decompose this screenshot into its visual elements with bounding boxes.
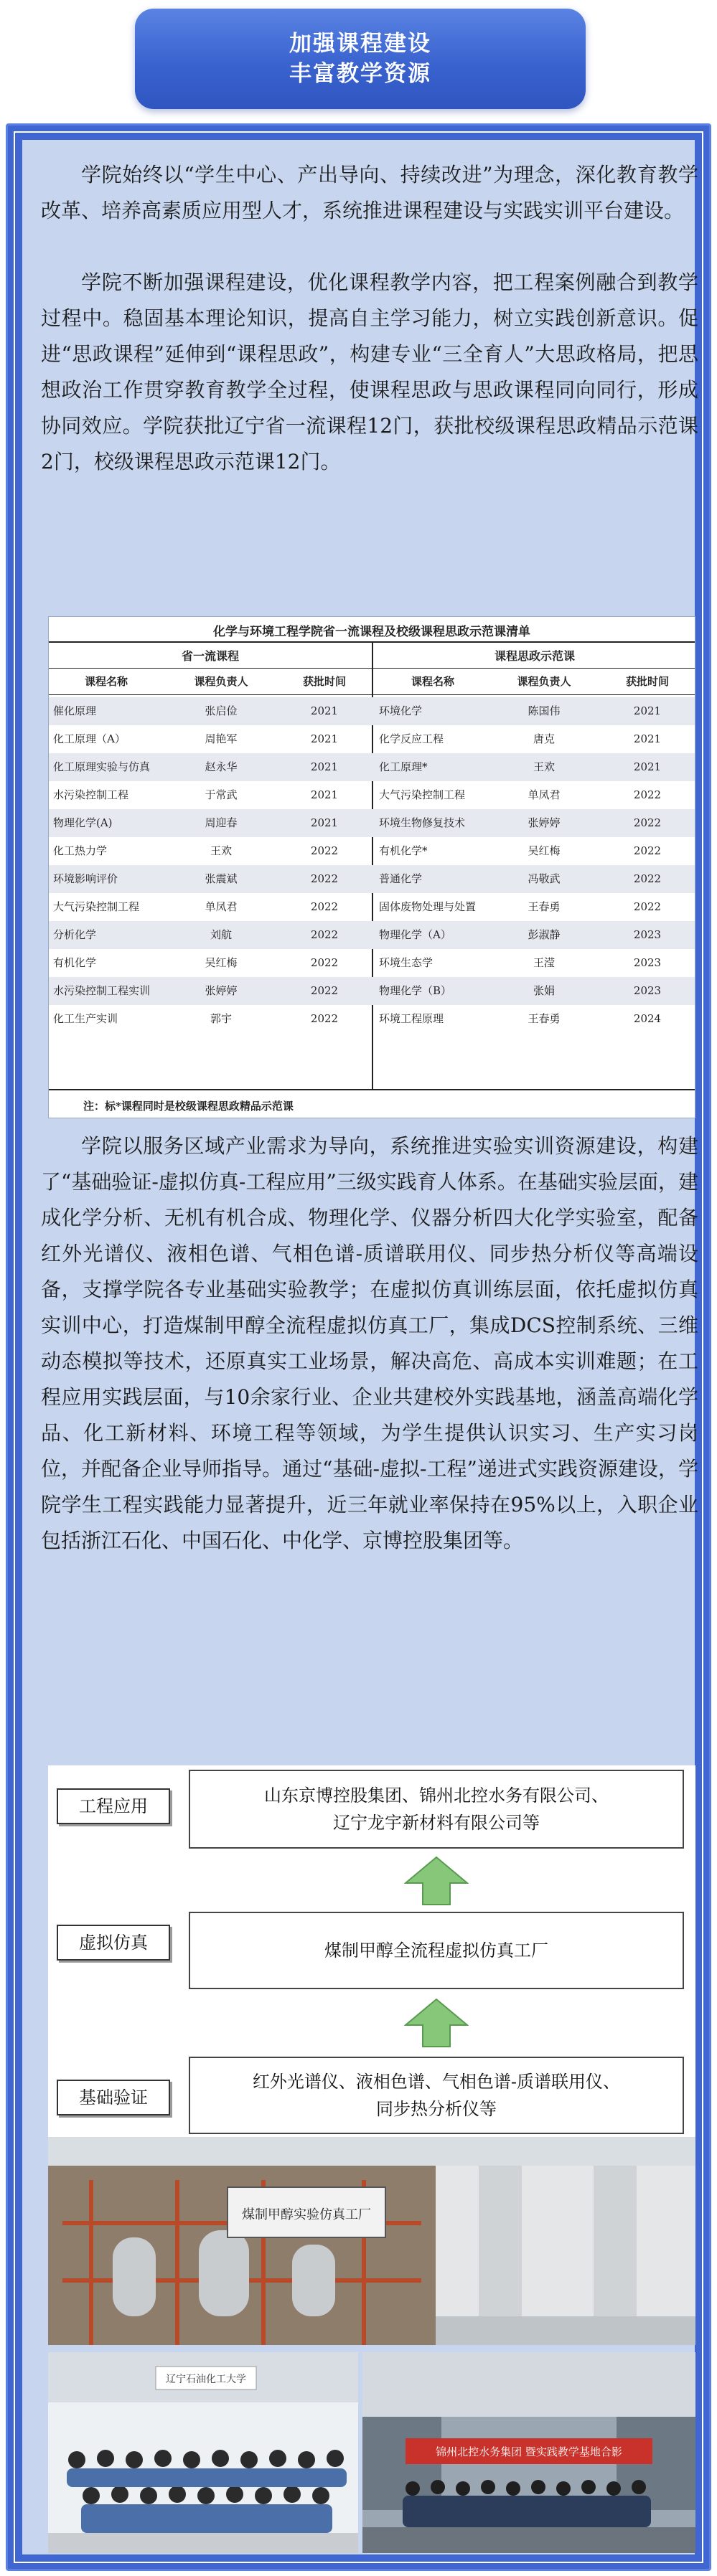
table-row [49, 977, 695, 1005]
left-col-owner-header: 课程负责人 [194, 675, 248, 688]
header-title-line2: 丰富教学资源 [289, 61, 431, 87]
level-label-basic: 基础验证 [57, 2080, 170, 2115]
level-label-engineering: 工程应用 [57, 1788, 170, 1824]
left-course-name: 分析化学 [53, 928, 97, 941]
left-section-header: 省一流课程 [181, 649, 239, 663]
up-arrow-icon [404, 1856, 469, 1906]
table-note: 注：标*课程同时是校级课程思政精品示范课 [83, 1100, 294, 1113]
left-course-name: 催化原理 [53, 704, 97, 717]
level-box-engineering [189, 1770, 684, 1849]
left-course-owner: 吴红梅 [205, 956, 238, 969]
right-course-name: 物理化学（B） [379, 984, 452, 997]
table-row [49, 725, 695, 753]
engineering-text-1: 山东京博控股集团、锦州北控水务有限公司、 [264, 1785, 609, 1806]
table-row [49, 837, 695, 865]
left-course-year: 2021 [310, 816, 339, 829]
level-box-basic [189, 2057, 684, 2134]
course-table [48, 616, 695, 1118]
practice-paragraph: 学院以服务区域产业需求为导向，系统推进实验实训资源建设，构建了“基础验证-虚拟仿真-工程应用”三级实践育人体系。在基础实验层面，建成化学分析、无机有机合成、物理化学、仪器分析四大化学实验室，配备红外光谱仪、液相色谱、气相色谱-质谱联用仪、同步热分析仪等高端设备，支撑学院各专业基础实验教学；在虚拟仿真训练层面，依托虚拟仿真实训中心，打造煤制甲醇全流程虚拟仿真工厂，集成DCS控制系统、三维动态模拟等技术，还原真实工业场景，解决高危、高成本实训难题；在工程应用实践层面，与10余家行业、企业共建校外实践基地，涵盖高端化学品、化工新材料、环境工程等领域，为学生提供认识实习、生产实习岗位，并配备企业导师指导。通过“基础-虚拟-工程”递进式实践资源建设，学院学生工程实践能力显著提升，近三年就业率保持在95%以上，入职企业包括浙江石化、中国石化、中化学、京博控股集团等。 [41, 1134, 698, 1552]
right-course-owner: 王春勇 [528, 1012, 561, 1025]
right-course-year: 2022 [633, 900, 662, 913]
right-section-header: 课程思政示范课 [494, 649, 575, 663]
students-banner-text: 辽宁石油化工大学 [166, 2374, 246, 2385]
left-course-year: 2022 [310, 1012, 339, 1025]
table-row [49, 949, 695, 977]
right-col-owner-header: 课程负责人 [517, 675, 571, 688]
left-course-name: 环境影响评价 [53, 872, 118, 885]
left-course-owner: 单凤君 [205, 900, 238, 913]
left-course-owner: 张婷婷 [205, 984, 238, 997]
right-course-name: 环境生物修复技术 [379, 816, 466, 829]
left-course-owner: 于常武 [205, 788, 238, 801]
simulation-factory-photo [48, 2137, 695, 2345]
left-course-name: 水污染控制工程 [53, 788, 129, 801]
left-course-name: 有机化学 [53, 956, 97, 969]
engineering-text-2: 辽宁龙宇新材料有限公司等 [333, 1813, 540, 1833]
content-frame [6, 123, 711, 2571]
right-course-owner: 单凤君 [528, 788, 561, 801]
right-course-year: 2022 [633, 872, 662, 885]
right-course-name: 固体废物处理与处置 [379, 900, 477, 913]
right-course-year: 2023 [633, 956, 662, 969]
right-course-year: 2023 [633, 928, 662, 941]
left-course-year: 2022 [310, 928, 339, 941]
right-course-year: 2023 [633, 984, 662, 997]
right-course-owner: 彭淑静 [528, 928, 561, 941]
right-course-year: 2021 [633, 760, 662, 773]
table-row [49, 865, 695, 893]
left-course-owner: 张启俭 [205, 704, 238, 717]
header-title-line1: 加强课程建设 [289, 31, 431, 57]
left-course-name: 大气污染控制工程 [53, 900, 140, 913]
basic-text-1: 红外光谱仪、液相色谱、气相色谱-质谱联用仪、 [252, 2072, 621, 2092]
right-course-name: 化工原理* [379, 760, 428, 773]
basic-text-2: 同步热分析仪等 [376, 2099, 497, 2119]
table-bottom-rule [49, 1089, 695, 1090]
virtual-text-1: 煤制甲醇全流程虚拟仿真工厂 [324, 1940, 548, 1961]
left-course-owner: 赵永华 [205, 760, 238, 773]
left-course-year: 2022 [310, 900, 339, 913]
right-course-year: 2022 [633, 844, 662, 857]
left-course-owner: 张震斌 [205, 872, 238, 885]
right-course-name: 环境化学 [379, 704, 423, 717]
left-course-name: 物理化学(A) [53, 816, 113, 829]
left-course-owner: 王欢 [210, 844, 232, 857]
content-panel [22, 140, 698, 2554]
right-course-owner: 陈国伟 [528, 704, 561, 717]
base-banner-text: 锦州北控水务集团 暨实践教学基地合影 [436, 2445, 622, 2458]
left-col-year-header: 获批时间 [302, 675, 346, 688]
right-col-name-header: 课程名称 [411, 675, 454, 688]
table-row [49, 697, 695, 725]
left-course-year: 2022 [310, 872, 339, 885]
right-course-year: 2022 [633, 788, 662, 801]
course-paragraph: 学院不断加强课程建设，优化课程教学内容，把工程案例融合到教学过程中。稳固基本理论知识，提高自主学习能力，树立实践创新意识。促进“思政课程”延伸到“课程思政”，构建专业“三全育人”大思政格局，把思想政治工作贯穿教育教学全过程，使课程思政与思政课程同向同行，形成协同效应。学院获批辽宁省一流课程12门，获批校级课程思政精品示范课2门，校级课程思政示范课12门。 [41, 270, 698, 473]
header-rule [49, 694, 695, 695]
right-course-owner: 王春勇 [528, 900, 561, 913]
up-arrow-icon [404, 1998, 469, 2048]
right-course-year: 2021 [633, 704, 662, 717]
practice-system-diagram [48, 1765, 695, 2161]
left-course-name: 化工原理（A） [53, 732, 126, 745]
table-row [49, 1005, 695, 1033]
right-course-year: 2024 [633, 1012, 662, 1025]
right-course-name: 有机化学* [379, 844, 428, 857]
intro-paragraph: 学院始终以“学生中心、产出导向、持续改进”为理念，深化教育教学改革、培养高素质应用型人才，系统推进课程建设与实践实训平台建设。 [41, 163, 698, 222]
left-col-name-header: 课程名称 [84, 675, 128, 688]
table-row [49, 921, 695, 949]
right-course-name: 环境生态学 [379, 956, 434, 969]
left-course-year: 2021 [310, 704, 339, 717]
table-row [49, 809, 695, 837]
right-course-owner: 张婷婷 [528, 816, 561, 829]
practice-base-group-photo [362, 2352, 695, 2553]
right-course-year: 2022 [633, 816, 662, 829]
left-course-owner: 刘航 [210, 928, 232, 941]
right-course-owner: 唐克 [533, 732, 555, 745]
right-course-year: 2021 [633, 732, 662, 745]
level-box-virtual [189, 1912, 684, 1989]
left-course-year: 2022 [310, 844, 339, 857]
left-course-name: 水污染控制工程实训 [53, 984, 151, 997]
level-label-virtual: 虚拟仿真 [57, 1925, 170, 1961]
right-course-owner: 吴红梅 [528, 844, 561, 857]
table-row [49, 893, 695, 921]
left-course-owner: 周迎春 [205, 816, 238, 829]
right-course-name: 化学反应工程 [379, 732, 444, 745]
table-title: 化学与环境工程学院省一流课程及校级课程思政示范课清单 [213, 625, 530, 639]
left-course-name: 化工生产实训 [53, 1012, 118, 1025]
left-course-year: 2021 [310, 732, 339, 745]
inner-border [14, 131, 703, 2563]
right-course-name: 物理化学（A） [379, 928, 451, 941]
right-course-owner: 冯敬武 [528, 872, 561, 885]
right-course-owner: 王滢 [533, 956, 555, 969]
right-course-name: 环境工程原理 [379, 1012, 444, 1025]
left-course-year: 2022 [310, 984, 339, 997]
header-banner [135, 9, 586, 109]
right-course-owner: 王欢 [533, 760, 555, 773]
table-row [49, 781, 695, 809]
left-course-year: 2022 [310, 956, 339, 969]
table-row [49, 753, 695, 781]
right-course-name: 大气污染控制工程 [379, 788, 466, 801]
left-course-owner: 周艳军 [205, 732, 238, 745]
left-course-year: 2021 [310, 788, 339, 801]
right-course-name: 普通化学 [379, 872, 423, 885]
left-course-owner: 郭宇 [210, 1012, 232, 1025]
left-course-year: 2021 [310, 760, 339, 773]
right-course-owner: 张娟 [533, 984, 555, 997]
left-course-name: 化工热力学 [53, 844, 108, 857]
right-col-year-header: 获批时间 [625, 675, 669, 688]
students-group-photo [48, 2352, 358, 2553]
factory-sign-text: 煤制甲醇实验仿真工厂 [242, 2207, 371, 2222]
left-course-name: 化工原理实验与仿真 [53, 760, 151, 773]
